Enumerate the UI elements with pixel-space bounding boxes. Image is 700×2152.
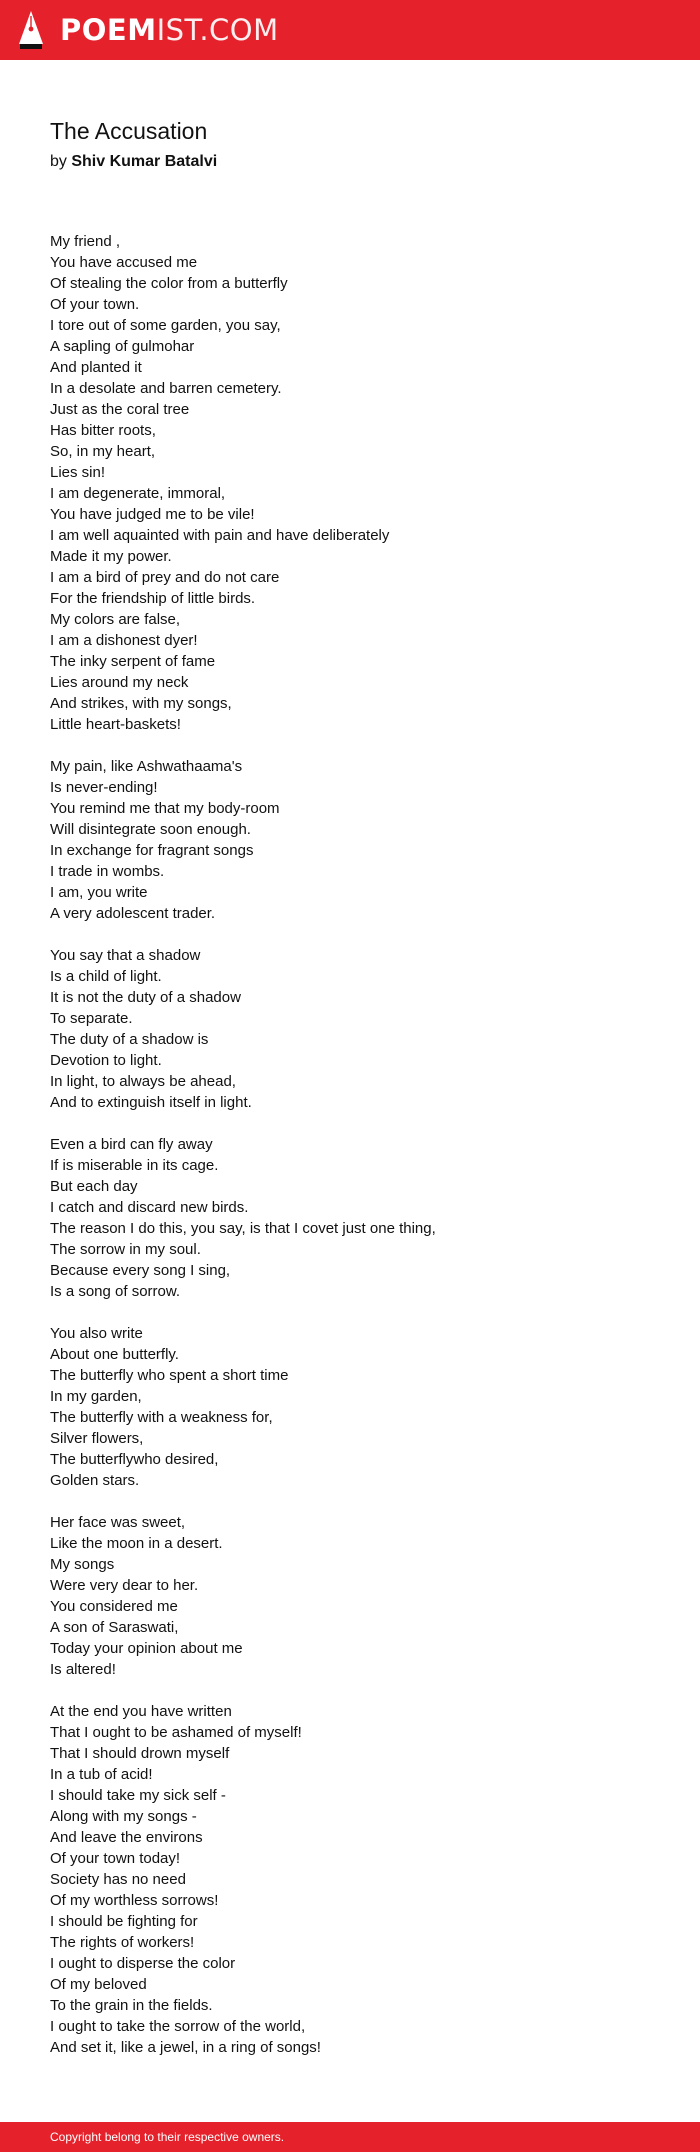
stanza-break	[50, 1113, 650, 1134]
poem-line: Is never-ending!	[50, 779, 158, 796]
poem-container	[50, 112, 650, 2058]
poem-line: The butterfly who spent a short time	[50, 1367, 289, 1384]
poem-line: A sapling of gulmohar	[50, 338, 195, 355]
poem-line: For the friendship of little birds.	[50, 590, 256, 607]
poem-line: Just as the coral tree	[50, 401, 190, 418]
stanza-break	[50, 735, 650, 756]
poem-line: A son of Saraswati,	[50, 1619, 179, 1636]
poem-line: Lies around my neck	[50, 674, 189, 691]
poem-line: I am well aquainted with pain and have deliberately	[50, 527, 390, 544]
poem-line: You have judged me to be vile!	[50, 506, 255, 523]
poem-line: I am degenerate, immoral,	[50, 485, 226, 502]
poem-line: Because every song I sing,	[50, 1262, 231, 1279]
stanza-break	[50, 1491, 650, 1512]
poem-line: Along with my songs -	[50, 1808, 197, 1825]
quill-pen-icon	[16, 10, 46, 50]
poem-line: Made it my power.	[50, 548, 172, 565]
poem-line: And set it, like a jewel, in a ring of songs!	[50, 2039, 321, 2056]
site-header	[0, 0, 700, 60]
poem-title: The Accusation	[50, 118, 208, 144]
poem-line: I ought to take the sorrow of the world,	[50, 2018, 306, 2035]
poem-line: The butterfly with a weakness for,	[50, 1409, 273, 1426]
poem-line: Her face was sweet,	[50, 1514, 186, 1531]
poem-line: In exchange for fragrant songs	[50, 842, 254, 859]
poem-line: Society has no need	[50, 1871, 186, 1888]
site-logo[interactable]	[16, 10, 279, 50]
poem-line: Of stealing the color from a butterfly	[50, 275, 288, 292]
poem-line: Has bitter roots,	[50, 422, 156, 439]
site-name	[60, 10, 279, 50]
copyright-text: Copyright belong to their respective owners.	[50, 2130, 285, 2144]
poem-line: Is altered!	[50, 1661, 116, 1678]
poem-line: And strikes, with my songs,	[50, 695, 232, 712]
poem-line: I tore out of some garden, you say,	[50, 317, 281, 334]
poem-line: My colors are false,	[50, 611, 181, 628]
poem-line: I trade in wombs.	[50, 863, 165, 880]
poem-line: My pain, like Ashwathaama's	[50, 758, 243, 775]
poem-line: I should take my sick self -	[50, 1787, 226, 1804]
poem-author: Shiv Kumar Batalvi	[71, 153, 218, 170]
poem-line: A very adolescent trader.	[50, 905, 216, 922]
poem-line: You have accused me	[50, 254, 198, 271]
poem-line: The rights of workers!	[50, 1934, 195, 1951]
poem-line: In a desolate and barren cemetery.	[50, 380, 282, 397]
poem-line: I am a dishonest dyer!	[50, 632, 198, 649]
poem-line: You also write	[50, 1325, 143, 1342]
poem-line: If is miserable in its cage.	[50, 1157, 219, 1174]
stanza-break	[50, 1302, 650, 1323]
poem-line: You considered me	[50, 1598, 178, 1615]
poem-line: Devotion to light.	[50, 1052, 162, 1069]
poem-line: My songs	[50, 1556, 115, 1573]
poem-body	[50, 231, 650, 2058]
poem-line: I should be fighting for	[50, 1913, 198, 1930]
poem-line: And to extinguish itself in light.	[50, 1094, 252, 1111]
poem-line: At the end you have written	[50, 1703, 232, 1720]
poem-line: Even a bird can fly away	[50, 1136, 213, 1153]
poem-line: Of my worthless sorrows!	[50, 1892, 219, 1909]
poem-line: That I should drown myself	[50, 1745, 230, 1762]
poem-line: Golden stars.	[50, 1472, 140, 1489]
poem-line: The reason I do this, you say, is that I covet just one thing,	[50, 1220, 436, 1237]
poem-line: You say that a shadow	[50, 947, 201, 964]
poem-line: Is a song of sorrow.	[50, 1283, 181, 1300]
poem-line: Like the moon in a desert.	[50, 1535, 223, 1552]
poem-byline	[50, 150, 650, 174]
poem-line: I ought to disperse the color	[50, 1955, 236, 1972]
poem-line: And leave the environs	[50, 1829, 203, 1846]
poem-line: You remind me that my body-room	[50, 800, 280, 817]
stanza-break	[50, 924, 650, 945]
poem-line: I am a bird of prey and do not care	[50, 569, 280, 586]
poem-line: Today your opinion about me	[50, 1640, 243, 1657]
poem-line: That I ought to be ashamed of myself!	[50, 1724, 302, 1741]
poem-line: Were very dear to her.	[50, 1577, 199, 1594]
poem-line: To the grain in the fields.	[50, 1997, 213, 2014]
poem-line: Silver flowers,	[50, 1430, 144, 1447]
poem-line: Lies sin!	[50, 464, 106, 481]
poem-line: In light, to always be ahead,	[50, 1073, 236, 1090]
poem-line: My friend ,	[50, 233, 121, 250]
poem-line: In my garden,	[50, 1388, 142, 1405]
poem-line: About one butterfly.	[50, 1346, 179, 1363]
poem-line: Of my beloved	[50, 1976, 147, 1993]
site-name-bold: POEM	[60, 13, 157, 47]
poem-line: The duty of a shadow is	[50, 1031, 209, 1048]
site-footer	[0, 2122, 700, 2152]
poem-line: And planted it	[50, 359, 142, 376]
poem-line: It is not the duty of a shadow	[50, 989, 241, 1006]
poem-line: Of your town today!	[50, 1850, 181, 1867]
poem-line: I catch and discard new birds.	[50, 1199, 249, 1216]
poem-line: In a tub of acid!	[50, 1766, 153, 1783]
poem-line: So, in my heart,	[50, 443, 156, 460]
poem-line: To separate.	[50, 1010, 133, 1027]
site-name-light: IST.COM	[156, 13, 279, 47]
poem-line: The sorrow in my soul.	[50, 1241, 201, 1258]
poem-line: I am, you write	[50, 884, 148, 901]
poem-line: Will disintegrate soon enough.	[50, 821, 251, 838]
poem-line: Of your town.	[50, 296, 140, 313]
stanza-break	[50, 1680, 650, 1701]
poem-line: But each day	[50, 1178, 138, 1195]
byline-prefix: by	[50, 153, 67, 170]
poem-line: The inky serpent of fame	[50, 653, 216, 670]
poem-line: The butterflywho desired,	[50, 1451, 219, 1468]
poem-line: Little heart-baskets!	[50, 716, 181, 733]
poem-line: Is a child of light.	[50, 968, 162, 985]
